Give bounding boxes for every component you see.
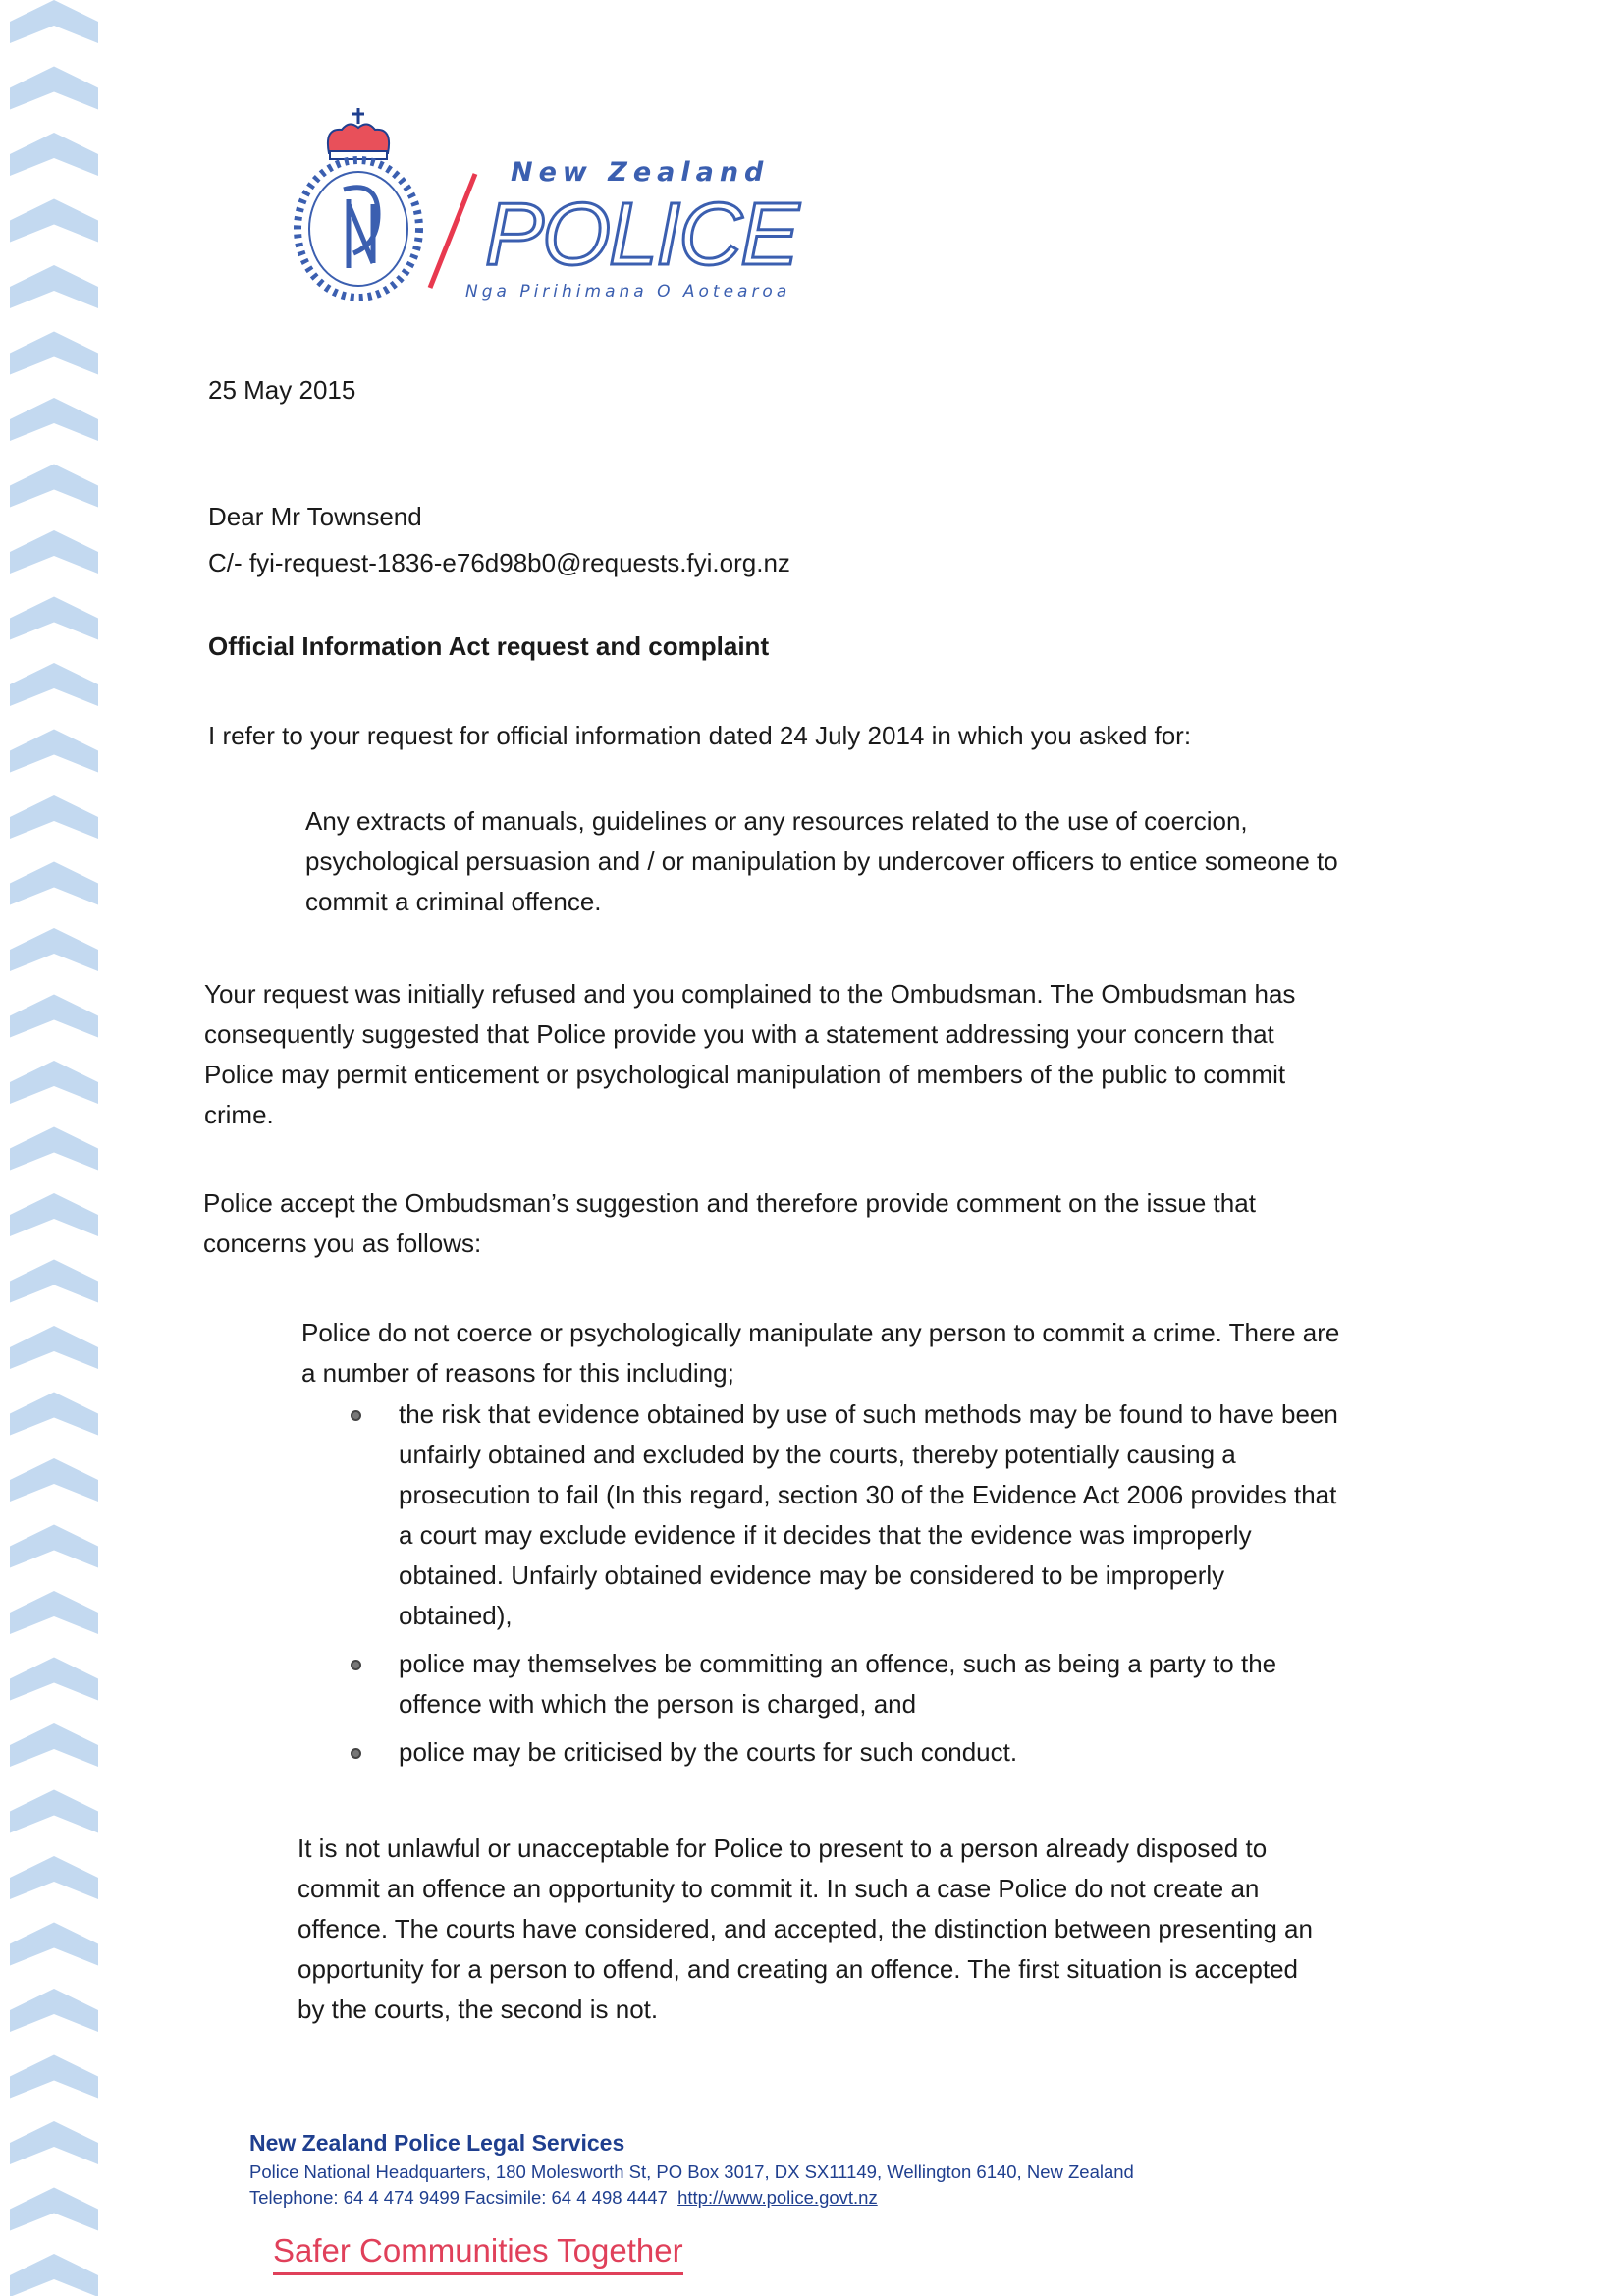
letter-date: 25 May 2015 — [208, 375, 356, 405]
text-line: the risk that evidence obtained by use of such methods may be found to have been — [399, 1399, 1338, 1429]
chevron-shape — [10, 1061, 98, 1104]
text-line: obtained. Unfairly obtained evidence may be considered to be improperly — [399, 1560, 1225, 1590]
footer-contact — [249, 2186, 878, 2209]
chevron-shape — [10, 1790, 98, 1833]
list-item — [399, 1394, 1338, 1636]
text-line: consequently suggested that Police provide you with a statement addressing your concern that — [204, 1019, 1274, 1049]
request-quote — [305, 801, 1338, 922]
logo-police: POLICE — [485, 186, 798, 284]
footer-phone: Telephone: 64 4 474 9499 Facsimile: 64 4 498 4447 — [249, 2187, 668, 2208]
text-line: police may themselves be committing an offence, such as being a party to the — [399, 1649, 1277, 1678]
footer-slogan: Safer Communities Together — [273, 2231, 683, 2275]
chevron-shape — [10, 67, 98, 110]
chevron-shape — [10, 1923, 98, 1966]
text-line: by the courts, the second is not. — [298, 1995, 659, 2024]
text-line: obtained), — [399, 1601, 513, 1630]
text-line: unfairly obtained and excluded by the courts, thereby potentially causing a — [399, 1440, 1236, 1469]
chevron-shape — [10, 1658, 98, 1701]
chevron-shape — [10, 1591, 98, 1634]
text-line: crime. — [204, 1100, 274, 1129]
chevron-shape — [10, 1723, 98, 1767]
logo-maori: Nga Pirihimana O Aotearoa — [465, 282, 791, 301]
text-line: Police accept the Ombudsman’s suggestion and therefore provide comment on the issue that — [203, 1188, 1256, 1218]
text-line: commit an offence an opportunity to commit it. In such a case Police do not create an — [298, 1874, 1260, 1903]
intro-paragraph: I refer to your request for official information dated 24 July 2014 in which you asked for: — [208, 721, 1192, 750]
text-line: It is not unlawful or unacceptable for Police to present to a person already disposed to — [298, 1833, 1268, 1863]
text-line: offence. The courts have considered, and accepted, the distinction between presenting an — [298, 1914, 1313, 1943]
chevron-shape — [10, 1458, 98, 1502]
chevron-shape — [10, 265, 98, 308]
footer-website-link[interactable]: http://www.police.govt.nz — [677, 2187, 878, 2208]
chevron-shape — [10, 199, 98, 243]
list-item — [399, 1644, 1276, 1724]
bullet-icon — [351, 1410, 361, 1421]
bullet-icon — [351, 1660, 361, 1670]
recipient-address: C/- fyi-request-1836-e76d98b0@requests.fyi.org.nz — [208, 548, 790, 577]
chevron-shape — [10, 465, 98, 508]
chevron-shape — [10, 995, 98, 1038]
chevron-shape — [10, 1393, 98, 1436]
chevron-shape — [10, 133, 98, 176]
chevron-shape — [10, 2254, 98, 2296]
chevron-shape — [10, 398, 98, 441]
chevron-shape — [10, 1856, 98, 1899]
chevron-shape — [10, 0, 98, 43]
text-line: a court may exclude evidence if it decides that the evidence was improperly — [399, 1520, 1252, 1550]
chevron-shape — [10, 530, 98, 574]
chevron-shape — [10, 1989, 98, 2032]
chevron-shape — [10, 730, 98, 773]
text-line: opportunity for a person to offend, and creating an offence. The first situation is accepted — [298, 1954, 1298, 1984]
text-line: commit a criminal offence. — [305, 887, 602, 916]
chevron-shape — [10, 663, 98, 706]
chevron-shape — [10, 1525, 98, 1568]
chevron-shape — [10, 2055, 98, 2099]
text-line: police may be criticised by the courts for such conduct. — [399, 1737, 1018, 1767]
chevron-stripe-decoration — [10, 0, 103, 2296]
police-crest-icon — [285, 106, 432, 307]
chevron-shape — [10, 862, 98, 905]
chevron-shape — [10, 332, 98, 375]
footer-org: New Zealand Police Legal Services — [249, 2130, 625, 2156]
footer-address: Police National Headquarters, 180 Molesworth St, PO Box 3017, DX SX11149, Wellington 6140, New Zealand — [249, 2161, 1134, 2182]
salutation: Dear Mr Townsend — [208, 502, 422, 531]
bullet-icon — [351, 1748, 361, 1759]
text-line: offence with which the person is charged, and — [399, 1689, 917, 1719]
letter-subject: Official Information Act request and complaint — [208, 631, 770, 661]
police-statement — [301, 1313, 1339, 1394]
text-line: concerns you as follows: — [203, 1229, 482, 1258]
paragraph-opportunity — [298, 1829, 1313, 2030]
chevron-shape — [10, 597, 98, 640]
chevron-shape — [10, 2188, 98, 2231]
paragraph-accept — [203, 1183, 1256, 1264]
list-item — [399, 1732, 1017, 1773]
text-line: Police do not coerce or psychologically manipulate any person to commit a crime. There are — [301, 1318, 1340, 1347]
text-line: Any extracts of manuals, guidelines or any resources related to the use of coercion, — [305, 806, 1248, 836]
text-line: Your request was initially refused and you complained to the Ombudsman. The Ombudsman has — [204, 979, 1296, 1009]
text-line: Police may permit enticement or psychological manipulation of members of the public to commit — [204, 1060, 1286, 1089]
chevron-shape — [10, 1260, 98, 1303]
paragraph-ombudsman — [204, 974, 1295, 1135]
chevron-shape — [10, 795, 98, 839]
logo-country: New Zealand — [511, 157, 770, 188]
chevron-shape — [10, 2121, 98, 2164]
red-slash-icon — [424, 172, 483, 290]
chevron-shape — [10, 1127, 98, 1171]
chevron-shape — [10, 1326, 98, 1369]
chevron-shape — [10, 1193, 98, 1236]
text-line: psychological persuasion and / or manipulation by undercover officers to entice someone to — [305, 847, 1338, 876]
text-line: a number of reasons for this including; — [301, 1358, 734, 1388]
chevron-shape — [10, 928, 98, 971]
text-line: prosecution to fail (In this regard, section 30 of the Evidence Act 2006 provides that — [399, 1480, 1337, 1509]
